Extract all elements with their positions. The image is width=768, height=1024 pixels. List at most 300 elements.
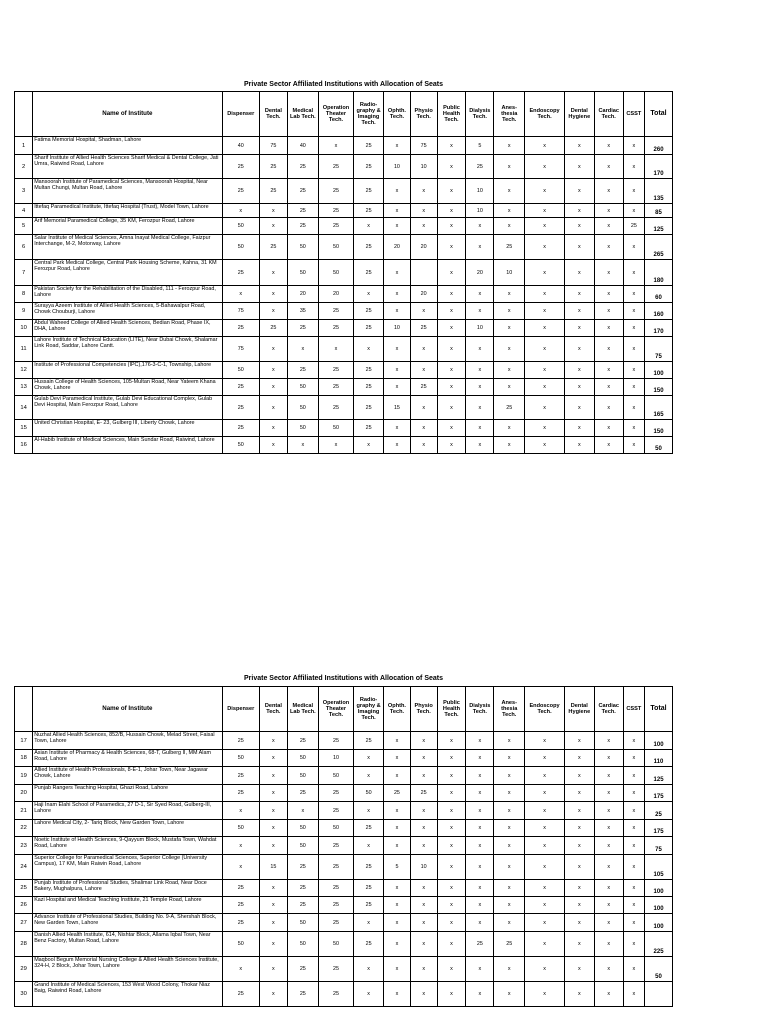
- institute-name: Noetic Institute of Health Sciences, 9-Qayyum Block, Mustafa Town, Wahdat Road, Lahore: [33, 837, 222, 855]
- row-serial: 19: [15, 767, 33, 785]
- seat-cell: 50: [287, 914, 318, 932]
- seat-cell: x: [494, 179, 525, 204]
- seat-cell: 25: [287, 982, 318, 1007]
- seat-cell: x: [623, 155, 644, 179]
- row-serial: 11: [15, 337, 33, 362]
- seat-cell: x: [437, 982, 466, 1007]
- seat-cell: x: [525, 437, 565, 454]
- seat-cell: x: [260, 914, 288, 932]
- seat-cell: x: [437, 880, 466, 897]
- seat-cell: x: [437, 732, 466, 750]
- seat-cell: x: [564, 750, 594, 767]
- row-serial: 30: [15, 982, 33, 1007]
- seat-cell: 25: [318, 785, 353, 802]
- seat-cell: 10: [410, 855, 437, 880]
- seat-cell: 25: [494, 932, 525, 957]
- seat-cell: x: [594, 420, 623, 437]
- total-cell: 150: [645, 379, 673, 396]
- total-cell: 175: [645, 820, 673, 837]
- seat-cell: x: [410, 437, 437, 454]
- column-header: Operation Theater Tech.: [318, 687, 353, 732]
- seat-cell: x: [594, 880, 623, 897]
- seat-cell: x: [525, 235, 565, 260]
- table-row: [15, 732, 673, 750]
- row-serial: 5: [15, 218, 33, 235]
- seat-cell: x: [260, 802, 288, 820]
- header-serial: [15, 92, 33, 137]
- table-row: [15, 880, 673, 897]
- table-row: [15, 260, 673, 286]
- seat-cell: 25: [354, 897, 384, 914]
- seat-cell: 25: [222, 260, 259, 286]
- seat-cell: x: [384, 362, 411, 379]
- seat-cell: x: [384, 286, 411, 303]
- seat-cell: 25: [287, 897, 318, 914]
- institute-name: Ittefaq Paramedical Institute, Ittefaq Hospital (Trust), Model Town, Lahore: [33, 204, 222, 218]
- institute-name: Kazi Hospital and Medical Teaching Institute, 21 Temple Road, Lahore: [33, 897, 222, 914]
- column-header: CSST: [623, 687, 644, 732]
- seat-cell: x: [437, 932, 466, 957]
- seat-cell: 25: [222, 320, 259, 337]
- institute-name: Surayya Azeem Institute of Allied Health Sciences, 5-Bahawalpur Road, Chowk Chouburji, Lahore: [33, 303, 222, 320]
- seat-cell: 25: [222, 982, 259, 1007]
- column-header: Physio Tech.: [410, 92, 437, 137]
- column-header: Physio Tech.: [410, 687, 437, 732]
- total-cell: 50: [645, 437, 673, 454]
- table-row: [15, 855, 673, 880]
- seat-cell: x: [410, 179, 437, 204]
- row-serial: 21: [15, 802, 33, 820]
- seat-cell: x: [222, 837, 259, 855]
- seat-cell: x: [318, 437, 353, 454]
- seat-cell: x: [410, 767, 437, 785]
- seat-cell: x: [410, 362, 437, 379]
- seat-cell: x: [494, 837, 525, 855]
- seat-cell: x: [437, 837, 466, 855]
- row-serial: 28: [15, 932, 33, 957]
- seat-cell: 25: [354, 320, 384, 337]
- seat-cell: 75: [222, 303, 259, 320]
- seat-cell: 10: [410, 155, 437, 179]
- seat-cell: x: [623, 837, 644, 855]
- seat-cell: x: [564, 362, 594, 379]
- seat-cell: 25: [287, 204, 318, 218]
- institute-name: Lahore Institute of Technical Education (LITE), Near Dubai Chowk, Shalamar Link Road, Saddar, Lahore Cantt.: [33, 337, 222, 362]
- seat-cell: 75: [410, 137, 437, 155]
- seat-cell: x: [260, 820, 288, 837]
- institute-name: Punjab Institute of Professional Studies, Shalimar Link Road, Near Doce Bakery, Mughalpura, Lahore: [33, 880, 222, 897]
- seat-cell: x: [564, 820, 594, 837]
- table-row: [15, 362, 673, 379]
- seat-cell: x: [437, 337, 466, 362]
- seat-cell: 50: [287, 750, 318, 767]
- seat-cell: 25: [318, 379, 353, 396]
- seat-cell: x: [564, 837, 594, 855]
- seat-cell: x: [354, 767, 384, 785]
- seat-cell: 25: [222, 396, 259, 420]
- column-header: Radio-graphy & Imaging Tech.: [354, 687, 384, 732]
- seat-cell: 25: [354, 303, 384, 320]
- header-row: [15, 92, 673, 137]
- seat-cell: x: [564, 957, 594, 982]
- table-row: [15, 957, 673, 982]
- seat-cell: 40: [222, 137, 259, 155]
- seat-cell: x: [623, 750, 644, 767]
- seat-cell: 10: [494, 260, 525, 286]
- column-header: Dental Tech.: [260, 92, 288, 137]
- seat-cell: 25: [410, 379, 437, 396]
- row-serial: 14: [15, 396, 33, 420]
- seat-cell: 50: [287, 932, 318, 957]
- column-header: Dental Tech.: [260, 687, 288, 732]
- seat-cell: 25: [318, 303, 353, 320]
- seat-cell: x: [260, 303, 288, 320]
- seat-cell: 50: [287, 260, 318, 286]
- table-row: [15, 155, 673, 179]
- seat-cell: x: [594, 897, 623, 914]
- seat-cell: 25: [494, 396, 525, 420]
- seat-cell: 15: [384, 396, 411, 420]
- seat-cell: 75: [222, 337, 259, 362]
- seat-cell: x: [594, 855, 623, 880]
- seat-cell: x: [525, 303, 565, 320]
- total-cell: 125: [645, 218, 673, 235]
- seat-cell: x: [525, 286, 565, 303]
- seat-cell: x: [384, 802, 411, 820]
- seat-cell: x: [410, 932, 437, 957]
- column-header: CSST: [623, 92, 644, 137]
- seat-cell: x: [623, 914, 644, 932]
- seat-cell: x: [623, 260, 644, 286]
- seat-cell: x: [623, 320, 644, 337]
- seat-cell: x: [494, 320, 525, 337]
- seat-cell: x: [494, 155, 525, 179]
- seat-cell: x: [564, 218, 594, 235]
- total-cell: 100: [645, 897, 673, 914]
- column-header: Anes-thesia Tech.: [494, 687, 525, 732]
- seat-cell: x: [564, 137, 594, 155]
- seat-cell: x: [354, 286, 384, 303]
- seat-cell: 50: [354, 785, 384, 802]
- institute-name: Advance Institute of Professional Studies, Building No. 9-A, Shershah Block, New Garden Town, Lahore: [33, 914, 222, 932]
- header-row: [15, 687, 673, 732]
- seat-cell: x: [564, 235, 594, 260]
- total-cell: 170: [645, 320, 673, 337]
- seat-cell: x: [384, 204, 411, 218]
- seat-cell: 20: [287, 286, 318, 303]
- seat-cell: 50: [222, 235, 259, 260]
- seat-cell: x: [437, 855, 466, 880]
- seat-cell: x: [466, 957, 494, 982]
- institute-name: Mansoorah Institute of Paramedical Sciences, Mansoorah Hospital, Near Multan Chungi, Multan Road, Lahore: [33, 179, 222, 204]
- seat-cell: x: [437, 204, 466, 218]
- seat-cell: x: [222, 286, 259, 303]
- seat-cell: x: [525, 137, 565, 155]
- institute-name: Nuzhat Allied Health Sciences, 852/B, Hussain Chowk, Melad Street, Faisal Town, Lahore: [33, 732, 222, 750]
- seat-cell: 25: [222, 914, 259, 932]
- column-header: Cardiac Tech.: [594, 92, 623, 137]
- seat-cell: 10: [384, 320, 411, 337]
- seat-cell: 50: [287, 379, 318, 396]
- seat-cell: 20: [384, 235, 411, 260]
- row-serial: 23: [15, 837, 33, 855]
- seat-cell: x: [494, 303, 525, 320]
- seat-cell: x: [564, 437, 594, 454]
- seat-cell: x: [623, 957, 644, 982]
- seat-cell: 25: [222, 179, 259, 204]
- seat-cell: x: [466, 337, 494, 362]
- table-row: [15, 750, 673, 767]
- seat-cell: x: [623, 179, 644, 204]
- seat-allocation-table: [14, 91, 673, 454]
- total-cell: 180: [645, 260, 673, 286]
- seat-cell: x: [623, 235, 644, 260]
- seat-cell: x: [466, 897, 494, 914]
- table-row: [15, 303, 673, 320]
- seat-cell: x: [594, 204, 623, 218]
- seat-cell: x: [623, 855, 644, 880]
- institute-name: Grand Institute of Medical Sciences, 153 West Wood Colony, Thokar Niaz Baig, Raiwind Road, Lahore: [33, 982, 222, 1007]
- seat-cell: x: [260, 337, 288, 362]
- seat-cell: 50: [318, 767, 353, 785]
- seat-cell: 25: [384, 785, 411, 802]
- table-row: [15, 982, 673, 1007]
- row-serial: 7: [15, 260, 33, 286]
- seat-cell: 25: [354, 155, 384, 179]
- seat-cell: x: [623, 437, 644, 454]
- seat-cell: 50: [222, 820, 259, 837]
- seat-cell: x: [410, 420, 437, 437]
- seat-cell: x: [222, 855, 259, 880]
- seat-cell: x: [594, 235, 623, 260]
- seat-cell: 25: [354, 880, 384, 897]
- seat-cell: x: [594, 137, 623, 155]
- seat-cell: x: [564, 179, 594, 204]
- seat-cell: 25: [222, 767, 259, 785]
- seat-cell: 25: [287, 785, 318, 802]
- institute-name: Pakistan Society for the Rehabilitation of the Disabled, 111 - Ferozpur Road, Lahore: [33, 286, 222, 303]
- seat-cell: x: [260, 932, 288, 957]
- total-cell: 100: [645, 732, 673, 750]
- seat-cell: x: [594, 303, 623, 320]
- seat-cell: x: [318, 337, 353, 362]
- column-header: Dialysis Tech.: [466, 687, 494, 732]
- seat-cell: x: [494, 420, 525, 437]
- seat-cell: x: [623, 767, 644, 785]
- seat-cell: 50: [222, 362, 259, 379]
- table-row: [15, 785, 673, 802]
- seat-cell: x: [623, 420, 644, 437]
- column-header: Endoscopy Tech.: [525, 687, 565, 732]
- seat-cell: x: [384, 337, 411, 362]
- seat-cell: x: [222, 204, 259, 218]
- column-header: Total: [645, 687, 673, 732]
- seat-cell: 25: [410, 320, 437, 337]
- table-row: [15, 337, 673, 362]
- column-header: Total: [645, 92, 673, 137]
- seat-cell: x: [564, 379, 594, 396]
- row-serial: 26: [15, 897, 33, 914]
- seat-cell: 5: [466, 137, 494, 155]
- seat-cell: x: [437, 437, 466, 454]
- seat-cell: 50: [318, 820, 353, 837]
- seat-cell: x: [410, 957, 437, 982]
- seat-cell: x: [437, 802, 466, 820]
- total-cell: 265: [645, 235, 673, 260]
- table-row: [15, 204, 673, 218]
- row-serial: 6: [15, 235, 33, 260]
- table-row: [15, 837, 673, 855]
- seat-cell: 50: [318, 420, 353, 437]
- seat-cell: 25: [260, 155, 288, 179]
- seat-cell: x: [287, 437, 318, 454]
- seat-cell: x: [594, 932, 623, 957]
- seat-cell: x: [260, 437, 288, 454]
- seat-cell: 25: [318, 880, 353, 897]
- seat-cell: x: [354, 750, 384, 767]
- seat-cell: x: [410, 914, 437, 932]
- seat-cell: 25: [354, 420, 384, 437]
- seat-cell: 25: [318, 855, 353, 880]
- seat-cell: x: [623, 379, 644, 396]
- seat-cell: 50: [318, 932, 353, 957]
- total-cell: [645, 982, 673, 1007]
- seat-cell: x: [410, 820, 437, 837]
- seat-cell: x: [525, 179, 565, 204]
- seat-cell: 25: [260, 235, 288, 260]
- column-header: Public Health Tech.: [437, 92, 466, 137]
- seat-cell: x: [494, 337, 525, 362]
- seat-cell: x: [466, 396, 494, 420]
- seat-cell: x: [525, 260, 565, 286]
- seat-cell: 10: [318, 750, 353, 767]
- column-header: Name of Institute: [33, 687, 222, 732]
- seat-cell: x: [437, 320, 466, 337]
- total-cell: 170: [645, 155, 673, 179]
- seat-cell: x: [594, 750, 623, 767]
- seat-cell: x: [384, 820, 411, 837]
- total-cell: 100: [645, 880, 673, 897]
- seat-cell: x: [564, 855, 594, 880]
- table-row: [15, 379, 673, 396]
- seat-cell: 25: [354, 820, 384, 837]
- seat-cell: x: [525, 914, 565, 932]
- seat-cell: 25: [354, 260, 384, 286]
- seat-cell: x: [494, 914, 525, 932]
- seat-cell: 50: [318, 260, 353, 286]
- seat-cell: 25: [287, 362, 318, 379]
- seat-cell: 25: [318, 732, 353, 750]
- seat-cell: x: [494, 982, 525, 1007]
- seat-cell: x: [437, 785, 466, 802]
- total-cell: 110: [645, 750, 673, 767]
- seat-cell: 25: [494, 235, 525, 260]
- seat-cell: x: [494, 732, 525, 750]
- seat-cell: x: [384, 914, 411, 932]
- row-serial: 27: [15, 914, 33, 932]
- row-serial: 8: [15, 286, 33, 303]
- seat-cell: x: [466, 286, 494, 303]
- seat-cell: x: [384, 897, 411, 914]
- seat-cell: x: [525, 379, 565, 396]
- row-serial: 20: [15, 785, 33, 802]
- institute-name: Central Park Medical College, Central Park Housing Scheme, Kahna, 31 KM Ferozpur Road, Lahore: [33, 260, 222, 286]
- seat-cell: x: [525, 855, 565, 880]
- seat-cell: 25: [466, 932, 494, 957]
- seat-cell: x: [260, 204, 288, 218]
- seat-cell: x: [410, 204, 437, 218]
- table-row: [15, 320, 673, 337]
- seat-cell: x: [594, 396, 623, 420]
- seat-cell: x: [594, 837, 623, 855]
- seat-cell: 25: [318, 802, 353, 820]
- seat-cell: 15: [260, 855, 288, 880]
- seat-cell: x: [260, 218, 288, 235]
- row-serial: 17: [15, 732, 33, 750]
- seat-cell: x: [466, 855, 494, 880]
- seat-cell: x: [260, 957, 288, 982]
- seat-cell: 25: [354, 732, 384, 750]
- seat-cell: 25: [222, 785, 259, 802]
- seat-cell: x: [564, 802, 594, 820]
- seat-cell: 25: [222, 420, 259, 437]
- seat-cell: 25: [318, 362, 353, 379]
- institute-name: Lahore Medical City, 2- Tariq Block, New Garden Town, Lahore: [33, 820, 222, 837]
- seat-cell: x: [623, 932, 644, 957]
- seat-cell: x: [594, 732, 623, 750]
- seat-cell: 50: [222, 932, 259, 957]
- seat-cell: x: [623, 820, 644, 837]
- header-serial: [15, 687, 33, 732]
- column-header: Medical Lab Tech.: [287, 92, 318, 137]
- seat-cell: x: [437, 155, 466, 179]
- table-row: [15, 235, 673, 260]
- seat-cell: x: [494, 286, 525, 303]
- institute-name: Punjab Rangers Teaching Hospital, Ghazi Road, Lahore: [33, 785, 222, 802]
- table-block-1: [14, 80, 673, 494]
- column-header: Dental Hygiene: [564, 92, 594, 137]
- seat-cell: 40: [287, 137, 318, 155]
- institute-name: Fatima Memorial Hospital, Shadman, Lahore: [33, 137, 222, 155]
- seat-cell: x: [564, 155, 594, 179]
- row-serial: 22: [15, 820, 33, 837]
- seat-cell: x: [525, 982, 565, 1007]
- total-cell: 150: [645, 420, 673, 437]
- seat-cell: x: [410, 802, 437, 820]
- table-row: [15, 820, 673, 837]
- seat-cell: x: [384, 837, 411, 855]
- institute-name: United Christian Hospital, E- 23, Gulberg III, Liberty Chowk, Lahore: [33, 420, 222, 437]
- seat-cell: x: [494, 767, 525, 785]
- row-serial: 9: [15, 303, 33, 320]
- seat-cell: x: [410, 337, 437, 362]
- seat-cell: x: [623, 982, 644, 1007]
- row-serial: 18: [15, 750, 33, 767]
- seat-cell: x: [564, 396, 594, 420]
- seat-cell: x: [623, 732, 644, 750]
- seat-cell: x: [466, 420, 494, 437]
- seat-cell: 20: [466, 260, 494, 286]
- seat-cell: x: [384, 137, 411, 155]
- seat-cell: x: [494, 437, 525, 454]
- seat-cell: 25: [318, 982, 353, 1007]
- institute-name: Salar Institute of Medical Sciences, Amna Inayat Medical College, Faizpur Interchange, M-2, Motorway, Lahore: [33, 235, 222, 260]
- seat-cell: x: [354, 802, 384, 820]
- seat-cell: 25: [354, 179, 384, 204]
- seat-cell: 10: [384, 155, 411, 179]
- seat-cell: x: [260, 767, 288, 785]
- seat-cell: x: [466, 767, 494, 785]
